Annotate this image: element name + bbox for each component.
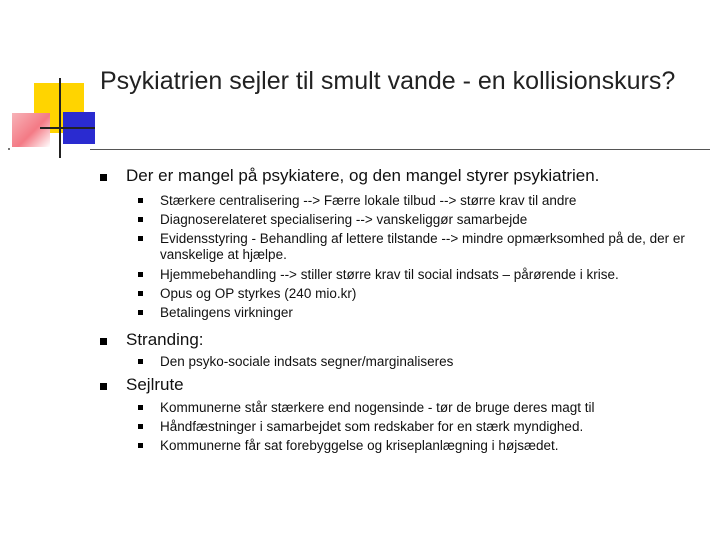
bullet-square bbox=[138, 236, 143, 241]
bullet-square bbox=[100, 174, 107, 181]
slide-title: Psykiatrien sejler til smult vande - en kollisionskurs? bbox=[100, 67, 676, 95]
bullet-square bbox=[138, 310, 143, 315]
bullet-square bbox=[100, 338, 107, 345]
bullet-square bbox=[138, 443, 143, 448]
bullet-square bbox=[138, 424, 143, 429]
bullet-square bbox=[138, 198, 143, 203]
decor-pink-square bbox=[12, 113, 50, 147]
bullet-square bbox=[138, 291, 143, 296]
list-item: Opus og OP styrkes (240 mio.kr) bbox=[160, 286, 357, 301]
list-item: Betalingens virkninger bbox=[160, 305, 293, 320]
bullet-square bbox=[100, 383, 107, 390]
bullet-square bbox=[138, 217, 143, 222]
list-item: Hjemmebehandling --> stiller større krav til social indsats – pårørende i krise. bbox=[160, 267, 619, 282]
bullet-square bbox=[138, 405, 143, 410]
decor-dot bbox=[8, 148, 10, 150]
list-item: Den psyko-sociale indsats segner/marginaliseres bbox=[160, 354, 454, 369]
decor-horizontal-line bbox=[40, 127, 95, 129]
section-heading: Stranding: bbox=[126, 330, 204, 349]
list-item: Kommunerne får sat forebyggelse og kriseplanlægning i højsædet. bbox=[160, 438, 559, 453]
list-item: Stærkere centralisering --> Færre lokale tilbud --> større krav til andre bbox=[160, 193, 577, 208]
decor-vertical-line bbox=[59, 78, 61, 158]
bullet-square bbox=[138, 359, 143, 364]
list-item: Håndfæstninger i samarbejdet som redskaber for en stærk myndighed. bbox=[160, 419, 584, 434]
list-item: Diagnoserelateret specialisering --> vanskeliggør samarbejde bbox=[160, 212, 528, 227]
title-underline bbox=[90, 149, 710, 150]
list-item: Kommunerne står stærkere end nogensinde - tør de bruge deres magt til bbox=[160, 400, 595, 415]
bullet-square bbox=[138, 272, 143, 277]
section-heading: Sejlrute bbox=[126, 375, 184, 394]
list-item: Evidensstyring - Behandling af lettere tilstande --> mindre opmærksomhed på de, der er vanskelige at hjælpe. bbox=[160, 231, 685, 262]
section-heading: Der er mangel på psykiatere, og den mangel styrer psykiatrien. bbox=[126, 166, 600, 185]
